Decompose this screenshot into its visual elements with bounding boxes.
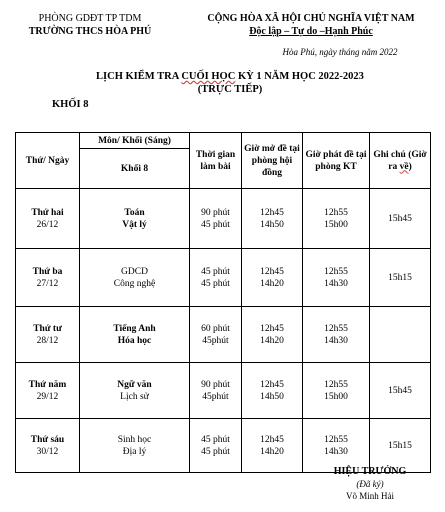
header-subject-group: Môn/ Khối (Sáng) — [80, 133, 190, 149]
header-duration: Thời gian làm bài — [190, 133, 242, 189]
header-day: Thứ/ Ngày — [16, 133, 80, 189]
header-right — [186, 12, 436, 38]
table-row: Thứ hai 26/12 Toán Vật lý 90 phút 45 phút 12h45 14h50 12h55 15h00 15h45 — [16, 189, 431, 249]
signature-block — [300, 466, 440, 502]
title-underlined: CUỐI HỌC — [181, 71, 236, 82]
national-title: CỘNG HÒA XÃ HỘI CHỦ NGHĨA VIỆT NAM — [207, 13, 415, 24]
date-line: Hòa Phú, ngày tháng năm 2022 — [282, 47, 398, 57]
document-title — [40, 70, 420, 96]
header-left — [10, 12, 170, 38]
table-row: Thứ ba 27/12 GDCD Công nghệ 45 phút 45 phút 12h45 14h20 12h55 14h30 15h15 — [16, 249, 431, 307]
school-name: TRƯỜNG THCS HÒA PHÚ — [28, 26, 152, 37]
table-row: Thứ sáu 30/12 Sinh học Địa lý 45 phút 45 phút 12h45 14h20 12h55 14h30 15h15 — [16, 419, 431, 473]
title-part2: KỲ 1 NĂM HỌC 2022-2023 — [235, 71, 364, 82]
national-motto: Độc lập – Tự do –Hạnh Phúc — [249, 26, 373, 37]
grade-label: KHỐI 8 — [52, 99, 89, 110]
signature-name: Võ Minh Hải — [346, 491, 394, 501]
header-open-time: Giờ mở đề tại phòng hội đồng — [242, 133, 303, 189]
header-hand-out-time: Giờ phát đề tại phòng KT — [303, 133, 370, 189]
header-subject: Khối 8 — [80, 149, 190, 189]
title-part1: LỊCH KIỂM TRA — [96, 71, 182, 82]
table-row: Thứ năm 29/12 Ngữ văn Lịch sử 90 phút 45phút 12h45 14h50 12h55 15h00 15h45 — [16, 363, 431, 419]
header-note: Ghi chú (Giờ ra về) — [370, 133, 431, 189]
signature-signed: (Đã ký) — [356, 479, 384, 489]
title-subtitle: (TRỰC TIẾP) — [197, 84, 263, 95]
department-name: PHÒNG GDĐT TP TDM — [38, 13, 142, 24]
table-row: Thứ tư 28/12 Tiếng Anh Hóa học 60 phút 45phút 12h45 14h20 12h55 14h30 — [16, 307, 431, 363]
signature-title: HIỆU TRƯỞNG — [333, 466, 407, 477]
exam-schedule-table — [15, 132, 431, 473]
